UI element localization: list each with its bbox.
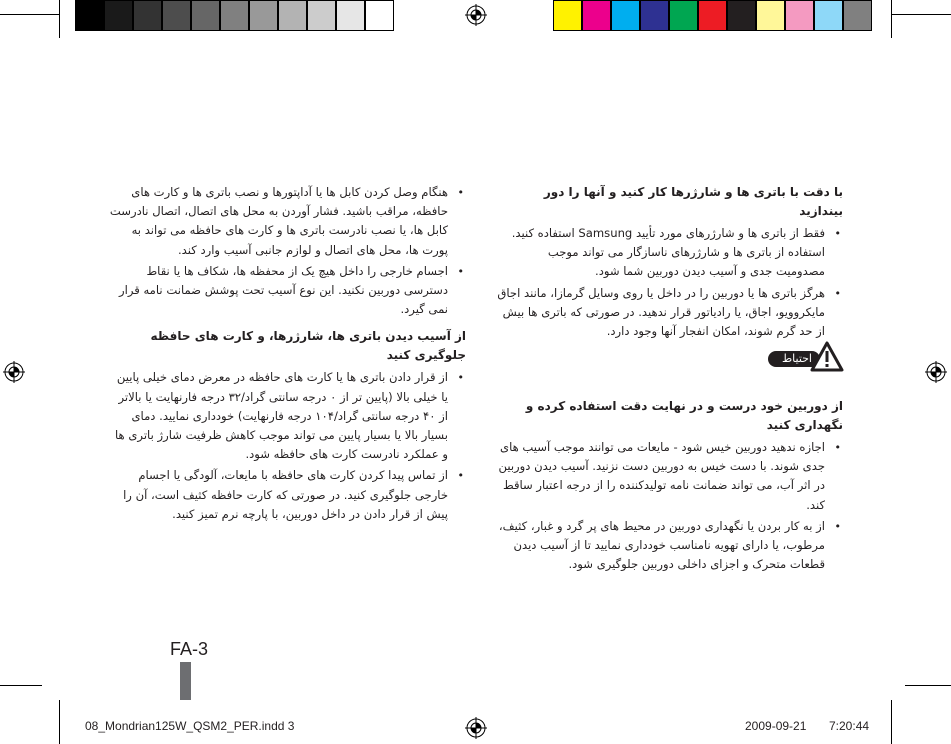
left-column (108, 183, 466, 524)
crop-mark (59, 0, 60, 38)
crop-mark (905, 685, 951, 686)
page-number: FA-3 (170, 639, 209, 659)
registration-mark-icon (465, 4, 487, 26)
color-swatch (336, 0, 365, 31)
color-swatch (640, 0, 669, 31)
right-column (497, 183, 843, 341)
color-swatch (669, 0, 698, 31)
color-swatch (133, 0, 162, 31)
bullet-icon: • (834, 286, 841, 300)
section-heading: از آسیب دیدن باتری ها، شارژرها، و کارت های حافظه جلوگیری کنید (150, 329, 466, 363)
bullet-list (497, 438, 843, 574)
section-heading: با دقت با باتری ها و شارژرها کار کنید و آنها را دور بیندازید (543, 185, 843, 218)
crop-mark (0, 14, 60, 15)
color-swatch (611, 0, 640, 31)
footer-filename: 08_Mondrian125W_QSM2_PER.indd 3 (85, 719, 295, 733)
color-swatch (75, 0, 104, 31)
registration-mark-icon (925, 361, 947, 383)
footer-date: 2009-09-21 (745, 719, 807, 733)
color-swatch (307, 0, 336, 31)
list-item: • هنگام وصل کردن کابل ها یا آداپتورها و نصب باتری ها و کارت های حافظه، مراقب باشید. فشار آوردن به محل های اتصال، اتصال نادرست کابل ها، یا نصب نادرست باتری ها و کارت های حافظه می تواند به پورت ها، محل های اتصال و لوازم جانبی آسیب وارد کند. (109, 185, 464, 257)
bullet-icon: • (457, 264, 464, 278)
list-item: • از تماس پیدا کردن کارت های حافظه با مایعات، آلودگی یا اجسام خارجی جلوگیری کنید. در صورتی که کارت حافظه کثیف است، آن را پیش از قرار دادن در داخل دوربین، با پارچه نرم تمیز کنید. (123, 468, 464, 521)
warning-triangle-icon (810, 341, 844, 373)
bullet-list (108, 183, 466, 319)
color-swatch (365, 0, 394, 31)
crop-mark (59, 700, 60, 744)
list-item: • فقط از باتری ها و شارژرهای مورد تأیید Samsung استفاده کنید. استفاده از باتری ها و شارژرهای ناسازگار می تواند موجب مصدومیت جدی و آسیب دیدن دوربین شما شود. (511, 226, 841, 279)
bullet-icon: • (457, 371, 464, 385)
page-tab-bar (180, 662, 191, 700)
color-swatch (843, 0, 872, 31)
bullet-icon: • (457, 186, 464, 199)
bullet-icon: • (834, 441, 841, 454)
bullet-list (108, 368, 466, 524)
caution-badge (760, 341, 844, 373)
caution-label: احتیاط (781, 352, 812, 365)
right-column-lower (497, 397, 843, 574)
color-swatch (162, 0, 191, 31)
color-swatch (278, 0, 307, 31)
color-swatch (785, 0, 814, 31)
registration-mark-icon (465, 717, 487, 739)
color-swatch (553, 0, 582, 31)
section-heading: از دوربین خود درست و در نهایت دقت استفاده کرده و نگهداری کنید (525, 399, 843, 432)
color-swatch (756, 0, 785, 31)
crop-mark (0, 685, 42, 686)
color-swatch (220, 0, 249, 31)
crop-mark (891, 14, 951, 15)
bullet-icon: • (834, 519, 841, 533)
footer-time: 7:20:44 (829, 719, 870, 733)
color-swatch (698, 0, 727, 31)
color-swatch (104, 0, 133, 31)
crop-mark (891, 0, 892, 38)
color-swatch (191, 0, 220, 31)
list-item: • از قرار دادن باتری ها یا کارت های حافظه در معرض دمای خیلی پایین یا خیلی بالا (پایین تر از ۰ درجه سانتی گراد/۳۲ درجه فارنهایت یا بالاتر از ۴۰ درجه سانتی گراد/۱۰۴ درجه فارنهایت) خودداری نمایید. دمای بسیار بالا یا بسیار پایین می تواند موجب کاهش ظرفیت شارژ باتری ها و عملکرد نادرست کارت های حافظه شود. (115, 370, 464, 462)
list-item: • اجسام خارجی را داخل هیچ یک از محفظه ها، شکاف ها یا نقاط دسترسی دوربین نکنید. این نوع آسیب تحت پوشش ضمانت نامه قرار نمی گیرد. (119, 263, 464, 317)
bullet-icon: • (457, 469, 464, 483)
list-item: • اجازه ندهید دوربین خیس شود - مایعات می توانند موجب آسیب های جدی شوند. با دست خیس به دوربین دست نزنید. آسیب دیدن دوربین در اثر آب، می تواند ضمانت نامه تولیدکننده را از درجه اعتبار ساقط کند. (498, 440, 841, 512)
color-swatch (814, 0, 843, 31)
color-swatch (249, 0, 278, 31)
color-swatch (727, 0, 756, 31)
list-item: • هرگز باتری ها یا دوربین را در داخل یا روی وسایل گرمازا، مانند اجاق مایکروویو، اجاق، یا رادیاتور قرار ندهید. در صورتی که باتری ها بیش از حد گرم شوند، امکان انفجار آنها وجود دارد. (497, 285, 841, 339)
crop-mark (891, 700, 892, 744)
bullet-icon: • (834, 227, 841, 240)
color-swatch (582, 0, 611, 31)
registration-mark-icon (3, 361, 25, 383)
list-item: • از به کار بردن یا نگهداری دوربین در محیط های پر گرد و غبار، کثیف، مرطوب، یا دارای تهویه نامناسب خودداری نمایید تا از آسیب دیدن قطعات متحرک و اجزای داخلی دوربین جلوگیری شود. (498, 518, 841, 572)
bullet-list (497, 224, 843, 341)
